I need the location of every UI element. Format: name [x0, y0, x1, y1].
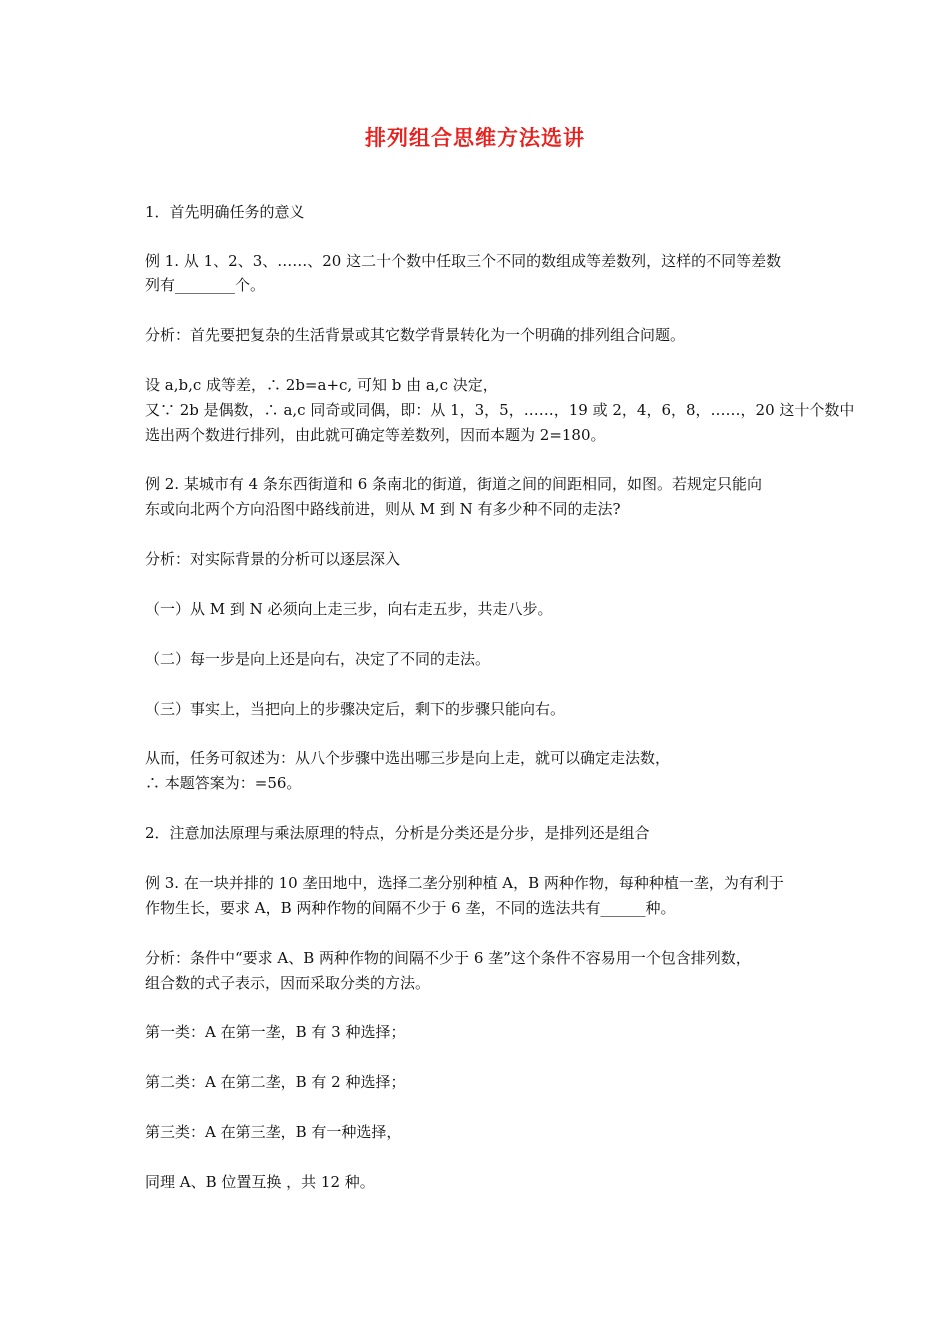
analysis-1-line-3: 选出两个数进行排列，由此就可确定等差数列，因而本题为 2=180。 [145, 426, 606, 444]
example-1-line-2: 列有________个。 [145, 276, 266, 294]
case-2: 第二类：A 在第二垄，B 有 2 种选择； [145, 1073, 406, 1091]
analysis-1-line-2: 又∵ 2b 是偶数，∴ a,c 同奇或同偶，即：从 1，3，5，……，19 或 2，4，6，8，……，20 这十个数中 [145, 401, 855, 419]
example-3-line-1: 例 3. 在一块并排的 10 垄田地中，选择二垄分别种植 A，B 两种作物，每种种植一垄，为有利于 [145, 874, 784, 892]
example-3-line-2: 作物生长，要求 A，B 两种作物的间隔不少于 6 垄，不同的选法共有______种。 [145, 899, 676, 917]
analysis-2-step-1: （一）从 M 到 N 必须向上走三步，向右走五步，共走八步。 [145, 600, 553, 618]
example-1-line-1: 例 1. 从 1、2、3、……、20 这二十个数中任取三个不同的数组成等差数列，这样的不同等差数 [145, 252, 782, 270]
example-2-line-2: 东或向北两个方向沿图中路线前进，则从 M 到 N 有多少种不同的走法? [145, 500, 621, 518]
analysis-2-step-3: （三）事实上，当把向上的步骤决定后，剩下的步骤只能向右。 [145, 700, 566, 718]
case-1: 第一类：A 在第一垄，B 有 3 种选择； [145, 1023, 406, 1041]
section-heading-2: 2．注意加法原理与乘法原理的特点，分析是分类还是分步，是排列还是组合 [145, 824, 650, 842]
analysis-2-conclusion-2: ∴ 本题答案为：=56。 [145, 774, 302, 792]
document-title: 排列组合思维方法选讲 [365, 126, 585, 150]
analysis-3-line-2: 组合数的式子表示，因而采取分类的方法。 [145, 974, 431, 992]
analysis-1: 分析：首先要把复杂的生活背景或其它数学背景转化为一个明确的排列组合问题。 [145, 326, 686, 344]
analysis-3-line-1: 分析：条件中“要求 A、B 两种作物的间隔不少于 6 垄”这个条件不容易用一个包含排列数， [145, 949, 751, 967]
section-heading-1: 1．首先明确任务的意义 [145, 203, 305, 221]
analysis-2-step-2: （二）每一步是向上还是向右，决定了不同的走法。 [145, 650, 491, 668]
analysis-2-conclusion-1: 从而，任务可叙述为：从八个步骤中选出哪三步是向上走，就可以确定走法数， [145, 749, 671, 767]
analysis-1-line-1: 设 a,b,c 成等差，∴ 2b=a+c, 可知 b 由 a,c 决定， [145, 376, 498, 394]
analysis-2: 分析：对实际背景的分析可以逐层深入 [145, 550, 401, 568]
case-3: 第三类：A 在第三垄，B 有一种选择， [145, 1123, 402, 1141]
case-conclusion: 同理 A、B 位置互换 ，共 12 种。 [145, 1173, 375, 1191]
example-2-line-1: 例 2. 某城市有 4 条东西街道和 6 条南北的街道，街道之间的间距相同，如图。若规定只能向 [145, 475, 763, 493]
